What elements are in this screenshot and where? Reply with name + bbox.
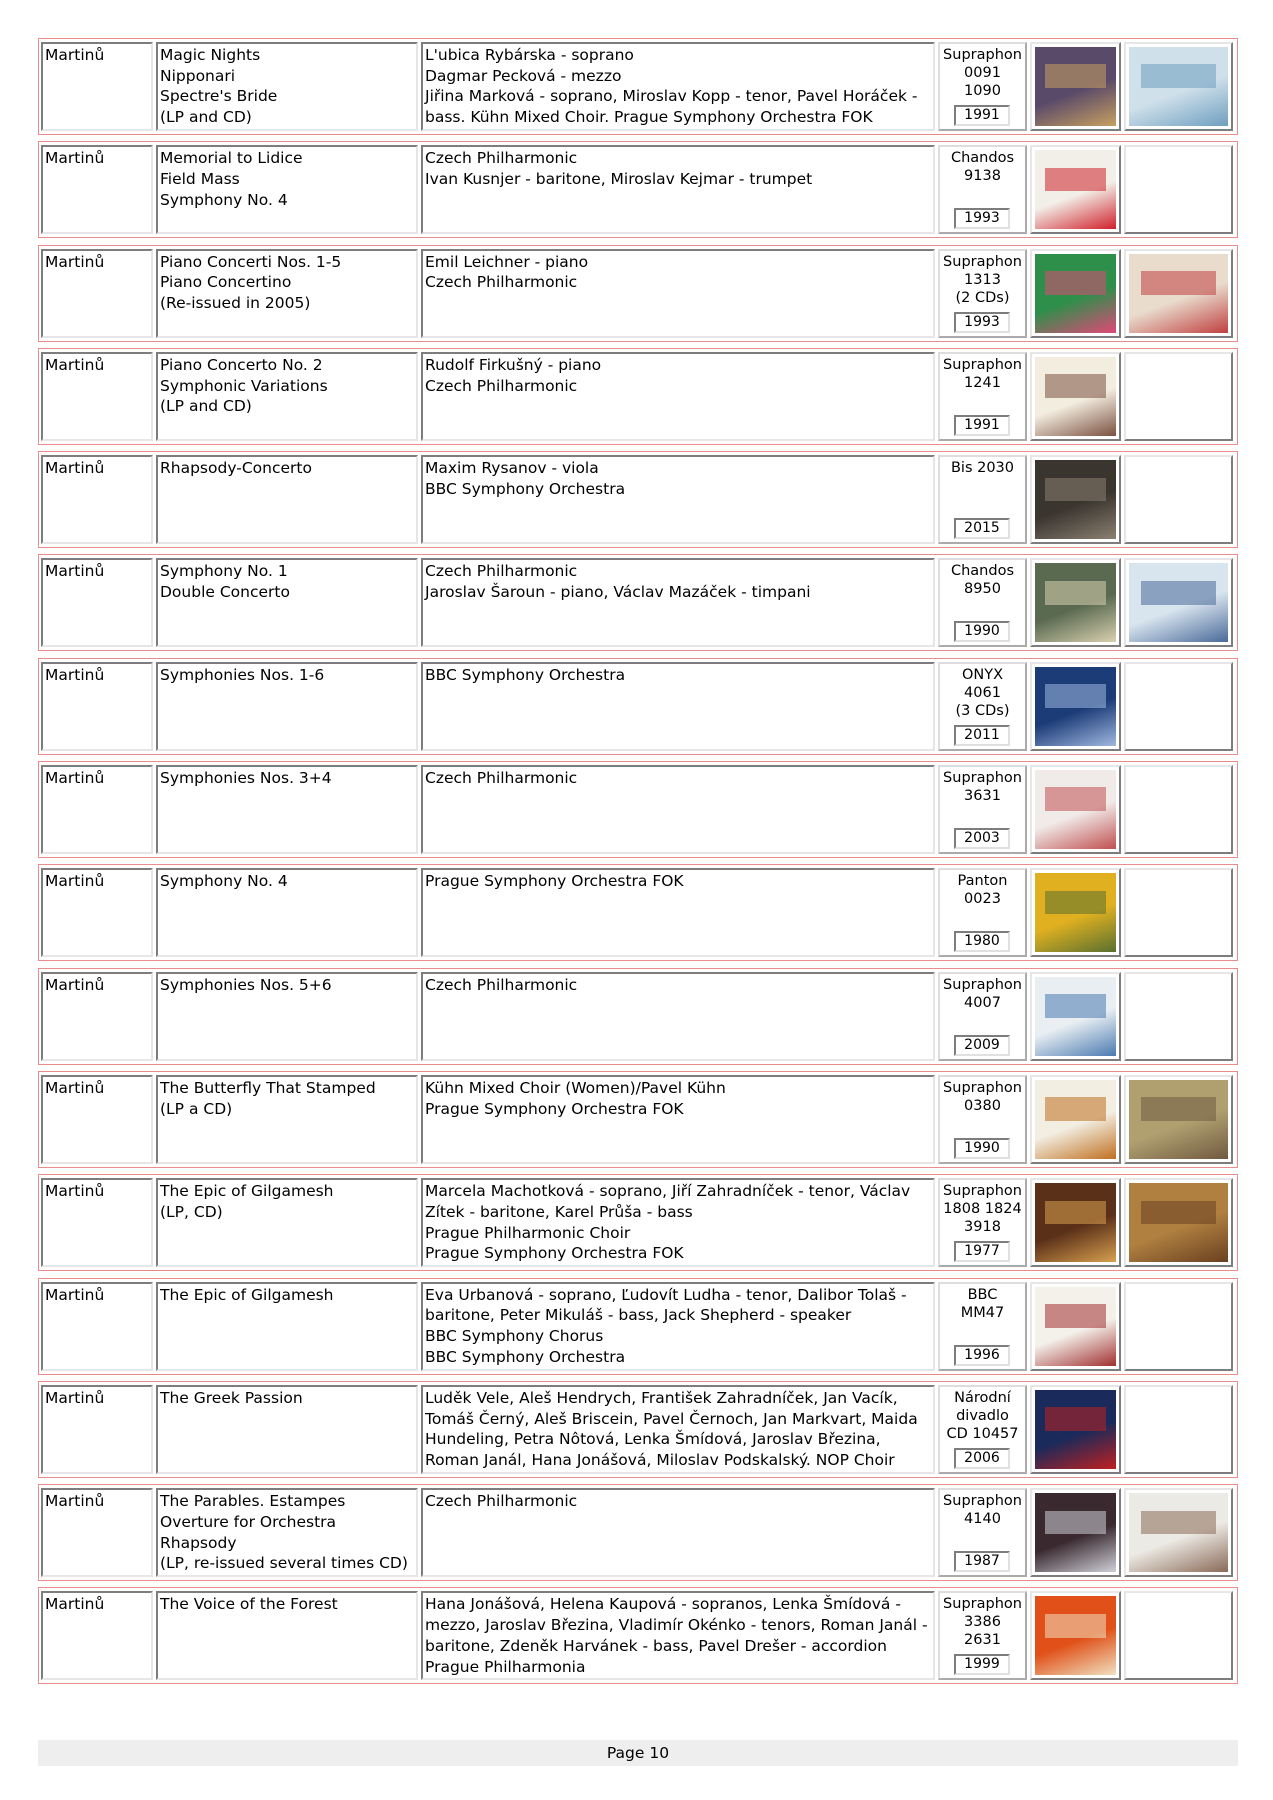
label-catalog-line: ONYX	[961, 666, 1004, 683]
performers-cell	[421, 868, 935, 957]
album-cover-cell	[1030, 558, 1121, 647]
album-cover-image[interactable]	[1129, 1080, 1228, 1159]
release-year: 1991	[954, 105, 1010, 126]
work-cell	[156, 1591, 418, 1680]
performers-line: Luděk Vele, Aleš Hendrych, František Zahradníček, Jan Vacík,	[425, 1388, 898, 1407]
label-catalog-line: MM47	[960, 1304, 1005, 1321]
work-title-line: The Epic of Gilgamesh	[160, 1182, 334, 1201]
album-cover-image[interactable]	[1035, 873, 1116, 952]
cover-art-band	[1045, 64, 1107, 88]
label-catalog-line: 1241	[964, 374, 1001, 391]
release-year: 2003	[954, 828, 1010, 849]
label-catalog-line: 8950	[964, 581, 1001, 598]
performers-line: Tomáš Černý, Aleš Briscein, Pavel Černoch, Jan Markvart, Maida	[425, 1409, 918, 1428]
cover-art-band	[1045, 891, 1107, 915]
composer-cell	[41, 765, 153, 854]
table-row	[38, 141, 1238, 238]
label-catalog-line: 4007	[964, 994, 1001, 1011]
album-cover-cell	[1030, 972, 1121, 1061]
album-cover-image[interactable]	[1129, 1493, 1228, 1572]
performers-line: Roman Janál, Hana Jonášová, Miloslav Podskalský. NOP Choir	[425, 1450, 895, 1469]
album-cover-cell	[1030, 455, 1121, 544]
label-catalog-line: 4140	[964, 1511, 1001, 1528]
performers-cell	[421, 42, 935, 131]
performers-cell	[421, 1488, 935, 1577]
work-title-line: The Butterfly That Stamped	[160, 1078, 376, 1097]
label-cell	[938, 1488, 1027, 1577]
label-catalog-line: 0023	[964, 891, 1001, 908]
work-title-line: Piano Concertino	[160, 273, 292, 292]
release-year: 1999	[954, 1654, 1010, 1675]
label-catalog-line: 9138	[964, 168, 1001, 185]
work-title-line: Overture for Orchestra	[160, 1512, 337, 1531]
performers-line: Hana Jonášová, Helena Kaupová - sopranos, Lenka Šmídová -	[425, 1595, 901, 1614]
composer-name: Martinů	[45, 355, 105, 374]
work-cell	[156, 249, 418, 338]
work-title-line: Symphony No. 4	[160, 872, 288, 891]
work-title-line: Field Mass	[160, 170, 240, 188]
performers-line: Eva Urbanová - soprano, Ľudovít Ludha - tenor, Dalibor Tolaš -	[425, 1285, 907, 1304]
label-catalog-line: Supraphon	[943, 47, 1022, 63]
work-cell	[156, 662, 418, 751]
cover-art-band	[1045, 478, 1107, 502]
cover-art-band	[1045, 1304, 1107, 1328]
composer-cell	[41, 1178, 153, 1267]
performers-line: Czech Philharmonic	[425, 975, 578, 994]
performers-line: Jaroslav Šaroun - piano, Václav Mazáček - timpani	[425, 583, 811, 602]
label-catalog-line: Panton	[957, 873, 1008, 890]
label-catalog-line: (3 CDs)	[955, 702, 1010, 719]
work-title-line: (LP, CD)	[160, 1202, 223, 1221]
album-back-cover-cell	[1124, 662, 1233, 751]
label-cell	[938, 352, 1027, 441]
album-back-cover-cell	[1124, 972, 1233, 1061]
label-catalog-line: 0091	[964, 65, 1001, 81]
composer-name: Martinů	[45, 975, 105, 994]
performers-line: BBC Symphony Chorus	[425, 1326, 604, 1345]
album-back-cover-cell	[1124, 145, 1233, 234]
label-catalog-line: Supraphon	[943, 356, 1022, 373]
table-row	[38, 554, 1238, 651]
composer-cell	[41, 145, 153, 234]
label-cell	[938, 972, 1027, 1061]
performers-cell	[421, 558, 935, 647]
performers-line: Ivan Kusnjer - baritone, Miroslav Kejmar - trumpet	[425, 170, 813, 188]
label-catalog-line: BBC	[967, 1286, 998, 1303]
label-catalog-line: Supraphon	[943, 1079, 1022, 1096]
cover-art-band	[1045, 1407, 1107, 1431]
work-title-line: Symphony No. 1	[160, 562, 288, 581]
composer-cell	[41, 868, 153, 957]
work-title-line: (LP, re-issued several times CD)	[160, 1554, 408, 1573]
performers-line: Rudolf Firkušný - piano	[425, 355, 602, 374]
table-row	[38, 658, 1238, 755]
album-cover-image[interactable]	[1035, 1493, 1116, 1572]
label-catalog-line: 0380	[964, 1097, 1001, 1114]
album-back-cover-cell	[1124, 868, 1233, 957]
cover-art-band	[1141, 64, 1216, 88]
work-cell	[156, 42, 418, 131]
page-number: Page 10	[606, 1744, 670, 1762]
cover-art-band	[1045, 581, 1107, 605]
album-cover-image[interactable]	[1035, 1596, 1116, 1675]
work-title-line: Piano Concerto No. 2	[160, 355, 323, 374]
work-cell	[156, 145, 418, 234]
composer-cell	[41, 455, 153, 544]
composer-cell	[41, 1075, 153, 1164]
label-catalog-line: Supraphon	[943, 1596, 1022, 1613]
label-catalog-line: Národní	[954, 1389, 1011, 1406]
album-cover-image[interactable]	[1129, 254, 1228, 333]
album-cover-cell	[1030, 868, 1121, 957]
work-title-line: (LP and CD)	[160, 397, 252, 416]
composer-name: Martinů	[45, 562, 105, 581]
album-cover-image[interactable]	[1035, 667, 1116, 746]
table-row	[38, 245, 1238, 342]
label-catalog-line: Supraphon	[943, 1493, 1022, 1510]
page-footer	[38, 1740, 1238, 1766]
recordings-table	[38, 38, 1238, 1691]
composer-name: Martinů	[45, 1078, 105, 1097]
label-cell	[938, 42, 1027, 131]
cover-art-band	[1045, 684, 1107, 708]
table-row	[38, 38, 1238, 135]
album-back-cover-cell	[1124, 1178, 1233, 1267]
work-cell	[156, 868, 418, 957]
performers-cell	[421, 249, 935, 338]
album-back-cover-cell	[1124, 1591, 1233, 1680]
album-cover-cell	[1030, 352, 1121, 441]
performers-line: baritone, Zdeněk Harvánek - bass, Pavel Drešer - accordion	[425, 1636, 887, 1655]
label-cell	[938, 249, 1027, 338]
label-catalog-line: 1808 1824	[943, 1201, 1022, 1218]
table-row	[38, 761, 1238, 858]
cover-art-band	[1141, 1097, 1216, 1121]
work-title-line: The Greek Passion	[160, 1388, 303, 1407]
performers-cell	[421, 765, 935, 854]
performers-line: mezzo, Jaroslav Březina, Vladimír Okénko - tenors, Roman Janál -	[425, 1616, 928, 1635]
album-cover-image[interactable]	[1035, 150, 1116, 229]
composer-cell	[41, 662, 153, 751]
release-year: 1996	[954, 1345, 1010, 1366]
release-year: 2006	[954, 1448, 1010, 1469]
composer-name: Martinů	[45, 1492, 105, 1511]
label-catalog-line: (2 CDs)	[955, 289, 1010, 306]
label-cell	[938, 1075, 1027, 1164]
performers-line: Prague Philharmonic Choir	[425, 1223, 631, 1242]
label-cell	[938, 1282, 1027, 1371]
composer-cell	[41, 972, 153, 1061]
performers-line: Jiřina Marková - soprano, Miroslav Kopp - tenor, Pavel Horáček -	[425, 87, 918, 106]
performers-line: Zítek - baritone, Karel Průša - bass	[425, 1202, 693, 1221]
album-cover-image[interactable]	[1035, 357, 1116, 436]
composer-cell	[41, 1488, 153, 1577]
album-back-cover-cell	[1124, 249, 1233, 338]
label-cell	[938, 145, 1027, 234]
label-catalog-line: 1313	[964, 271, 1001, 288]
table-row	[38, 1071, 1238, 1168]
performers-line: L'ubica Rybárska - soprano	[425, 46, 634, 64]
performers-line: BBC Symphony Orchestra	[425, 1347, 626, 1366]
performers-line: Maxim Rysanov - viola	[425, 459, 599, 478]
label-catalog-line: 1090	[964, 83, 1001, 99]
composer-name: Martinů	[45, 1182, 105, 1201]
album-cover-image[interactable]	[1035, 977, 1116, 1056]
composer-name: Martinů	[45, 252, 105, 271]
cover-art-band	[1045, 1511, 1107, 1535]
album-cover-cell	[1030, 42, 1121, 131]
composer-name: Martinů	[45, 149, 105, 168]
table-row	[38, 348, 1238, 445]
album-cover-image[interactable]	[1035, 1080, 1116, 1159]
performers-cell	[421, 145, 935, 234]
work-title-line: Nipponari	[160, 66, 236, 85]
album-cover-cell	[1030, 1591, 1121, 1680]
performers-cell	[421, 352, 935, 441]
release-year: 2009	[954, 1035, 1010, 1056]
label-catalog-line: 3631	[964, 788, 1001, 805]
performers-line: Emil Leichner - piano	[425, 252, 589, 271]
label-catalog-line: Supraphon	[943, 1183, 1022, 1200]
label-catalog-line: Supraphon	[943, 253, 1022, 270]
work-cell	[156, 765, 418, 854]
album-back-cover-cell	[1124, 1385, 1233, 1474]
label-catalog-line: Supraphon	[943, 976, 1022, 993]
album-cover-image[interactable]	[1129, 47, 1228, 126]
album-back-cover-cell	[1124, 765, 1233, 854]
work-title-line: Symphony No. 4	[160, 190, 288, 209]
work-title-line: (LP a CD)	[160, 1099, 233, 1118]
composer-name: Martinů	[45, 1285, 105, 1304]
label-cell	[938, 868, 1027, 957]
work-cell	[156, 455, 418, 544]
performers-line: Czech Philharmonic	[425, 376, 578, 395]
performers-line: Czech Philharmonic	[425, 769, 578, 788]
release-year: 1980	[954, 931, 1010, 952]
cover-art-band	[1141, 1201, 1216, 1225]
performers-cell	[421, 1075, 935, 1164]
album-cover-cell	[1030, 662, 1121, 751]
performers-line: Prague Philharmonia	[425, 1657, 586, 1676]
composer-cell	[41, 1385, 153, 1474]
album-cover-image[interactable]	[1035, 254, 1116, 333]
performers-line: Marcela Machotková - soprano, Jiří Zahradníček - tenor, Václav	[425, 1182, 911, 1201]
composer-name: Martinů	[45, 769, 105, 788]
label-cell	[938, 1591, 1027, 1680]
album-cover-image[interactable]	[1129, 563, 1228, 642]
album-cover-cell	[1030, 1282, 1121, 1371]
work-title-line: Symphonies Nos. 5+6	[160, 975, 332, 994]
composer-cell	[41, 42, 153, 131]
work-title-line: Symphonic Variations	[160, 376, 328, 395]
performers-line: bass. Kühn Mixed Choir. Prague Symphony Orchestra FOK	[425, 108, 873, 127]
label-catalog-line: 4061	[964, 684, 1001, 701]
composer-cell	[41, 1282, 153, 1371]
performers-cell	[421, 455, 935, 544]
label-cell	[938, 455, 1027, 544]
performers-line: BBC Symphony Orchestra	[425, 665, 626, 684]
album-cover-cell	[1030, 249, 1121, 338]
release-year: 1987	[954, 1551, 1010, 1572]
composer-name: Martinů	[45, 1595, 105, 1614]
work-cell	[156, 972, 418, 1061]
work-cell	[156, 1075, 418, 1164]
work-cell	[156, 558, 418, 647]
cover-art-band	[1045, 168, 1107, 192]
performers-line: Prague Symphony Orchestra FOK	[425, 1099, 684, 1118]
table-row	[38, 1174, 1238, 1271]
album-back-cover-cell	[1124, 558, 1233, 647]
work-title-line: The Parables. Estampes	[160, 1492, 346, 1511]
release-year: 1993	[954, 312, 1010, 333]
album-back-cover-cell	[1124, 42, 1233, 131]
composer-name: Martinů	[45, 459, 105, 478]
performers-line: Dagmar Pecková - mezzo	[425, 66, 622, 85]
work-title-line: Memorial to Lidice	[160, 149, 303, 168]
work-title-line: (Re-issued in 2005)	[160, 294, 311, 312]
release-year: 1991	[954, 415, 1010, 436]
performers-line: Czech Philharmonic	[425, 149, 578, 168]
composer-name: Martinů	[45, 1388, 105, 1407]
work-title-line: (LP and CD)	[160, 108, 252, 127]
album-cover-cell	[1030, 1075, 1121, 1164]
work-title-line: Magic Nights	[160, 46, 261, 64]
work-title-line: Rhapsody	[160, 1533, 237, 1552]
work-cell	[156, 1178, 418, 1267]
album-cover-image[interactable]	[1035, 770, 1116, 849]
work-title-line: Symphonies Nos. 3+4	[160, 769, 332, 788]
label-cell	[938, 1385, 1027, 1474]
album-back-cover-cell	[1124, 1282, 1233, 1371]
cover-art-band	[1045, 1201, 1107, 1225]
table-row	[38, 1381, 1238, 1478]
label-catalog-line: 3386	[964, 1614, 1001, 1631]
work-cell	[156, 352, 418, 441]
performers-cell	[421, 1385, 935, 1474]
cover-art-band	[1141, 271, 1216, 295]
album-cover-image[interactable]	[1035, 1390, 1116, 1469]
performers-line: Czech Philharmonic	[425, 1492, 578, 1511]
performers-line: Prague Symphony Orchestra FOK	[425, 1244, 684, 1263]
table-row	[38, 968, 1238, 1065]
work-title-line: Spectre's Bride	[160, 87, 278, 106]
release-year: 1977	[954, 1241, 1010, 1262]
work-cell	[156, 1385, 418, 1474]
album-back-cover-cell	[1124, 1075, 1233, 1164]
work-cell	[156, 1282, 418, 1371]
work-title-line: The Voice of the Forest	[160, 1595, 338, 1614]
album-back-cover-cell	[1124, 455, 1233, 544]
label-catalog-line: Chandos	[950, 150, 1015, 167]
album-cover-cell	[1030, 1385, 1121, 1474]
album-back-cover-cell	[1124, 352, 1233, 441]
album-back-cover-cell	[1124, 1488, 1233, 1577]
album-cover-image[interactable]	[1129, 1183, 1228, 1262]
label-cell	[938, 1178, 1027, 1267]
performers-line: baritone, Peter Mikuláš - bass, Jack Shepherd - speaker	[425, 1306, 852, 1325]
performers-line: Prague Symphony Orchestra FOK	[425, 872, 684, 891]
work-title-line: Symphonies Nos. 1-6	[160, 665, 325, 684]
cover-art-band	[1141, 581, 1216, 605]
composer-cell	[41, 1591, 153, 1680]
performers-line: Hundeling, Petra Nôtová, Lenka Šmídová, Jaroslav Březina,	[425, 1430, 881, 1449]
album-cover-image[interactable]	[1035, 47, 1116, 126]
work-title-line: The Epic of Gilgamesh	[160, 1285, 334, 1304]
label-catalog-line: 3918	[964, 1219, 1001, 1236]
table-row	[38, 1587, 1238, 1684]
composer-name: Martinů	[45, 872, 105, 891]
release-year: 2015	[954, 518, 1010, 539]
label-catalog-line: 2631	[964, 1632, 1001, 1649]
album-cover-image[interactable]	[1035, 563, 1116, 642]
album-cover-cell	[1030, 765, 1121, 854]
album-cover-image[interactable]	[1035, 1183, 1116, 1262]
performers-cell	[421, 972, 935, 1061]
cover-art-band	[1045, 1614, 1107, 1638]
composer-cell	[41, 558, 153, 647]
performers-line: Czech Philharmonic	[425, 562, 578, 581]
album-cover-cell	[1030, 145, 1121, 234]
label-catalog-line: divadlo	[956, 1407, 1009, 1424]
release-year: 1990	[954, 1138, 1010, 1159]
work-title-line: Rhapsody-Concerto	[160, 459, 312, 478]
cover-art-band	[1045, 1097, 1107, 1121]
cover-art-band	[1045, 994, 1107, 1018]
release-year: 2011	[954, 725, 1010, 746]
cover-art-band	[1045, 374, 1107, 398]
composer-name: Martinů	[45, 46, 105, 64]
album-cover-cell	[1030, 1488, 1121, 1577]
album-cover-image[interactable]	[1035, 460, 1116, 539]
table-row	[38, 1484, 1238, 1581]
cover-art-band	[1141, 1511, 1216, 1535]
album-cover-image[interactable]	[1035, 1287, 1116, 1366]
performers-cell	[421, 662, 935, 751]
performers-line: Kühn Mixed Choir (Women)/Pavel Kühn	[425, 1078, 726, 1097]
label-catalog-line: Chandos	[950, 563, 1015, 580]
cover-art-band	[1045, 787, 1107, 811]
performers-cell	[421, 1282, 935, 1371]
work-cell	[156, 1488, 418, 1577]
label-cell	[938, 662, 1027, 751]
album-cover-cell	[1030, 1178, 1121, 1267]
table-row	[38, 1278, 1238, 1375]
performers-line: Czech Philharmonic	[425, 273, 578, 292]
performers-line: BBC Symphony Orchestra	[425, 479, 626, 498]
performers-cell	[421, 1178, 935, 1267]
label-catalog-line: Supraphon	[943, 770, 1022, 787]
composer-name: Martinů	[45, 665, 105, 684]
work-title-line: Double Concerto	[160, 583, 290, 602]
label-catalog-line: CD 10457	[946, 1425, 1019, 1442]
composer-cell	[41, 249, 153, 338]
composer-cell	[41, 352, 153, 441]
release-year: 1993	[954, 208, 1010, 229]
label-cell	[938, 765, 1027, 854]
label-catalog-line: Bis 2030	[950, 460, 1015, 477]
table-row	[38, 864, 1238, 961]
release-year: 1990	[954, 621, 1010, 642]
performers-cell	[421, 1591, 935, 1680]
table-row	[38, 451, 1238, 548]
work-title-line: Piano Concerti Nos. 1-5	[160, 252, 342, 271]
label-cell	[938, 558, 1027, 647]
cover-art-band	[1045, 271, 1107, 295]
